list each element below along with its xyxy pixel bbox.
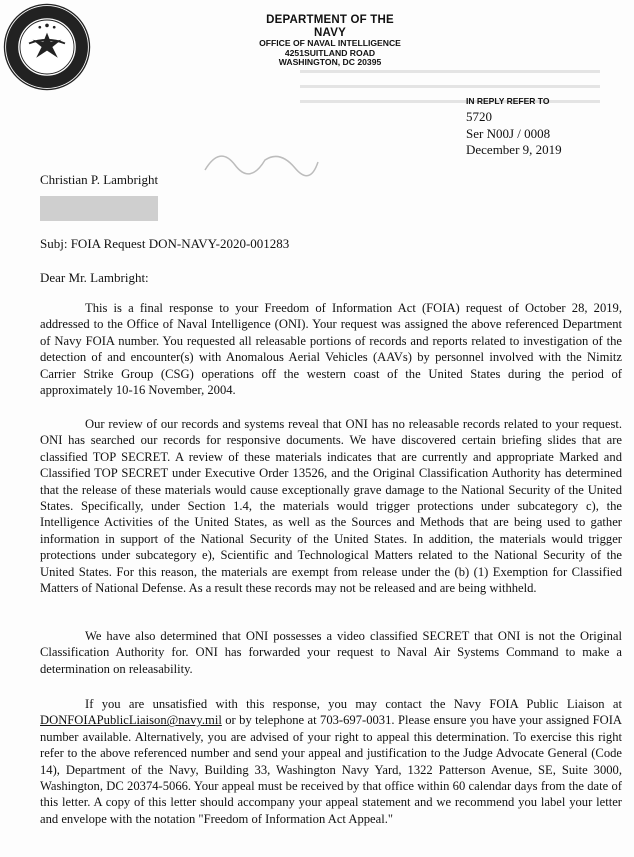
reply-label: IN REPLY REFER TO — [466, 96, 550, 106]
paragraph-4-rest: or by telephone at 703-697-0031. Please ensure you have your assigned FOIA number available. Alternatively, you are advised of your right to appeal this determination. To exercise this right refer to the above referenced number and send your appeal and justification to the Judge Advocate General (Code 14), Department of the Navy, Building 33, Washington Navy Yard, 1322 Patterson Avenue, SE, Suite 3000, Washington, DC 20374-5066. Your appeal must be received by that office within 60 calendar days from the date of this letter. A copy of this letter should accompany your appeal statement and we recommend you label your letter and envelope with the notation "Freedom of Information Act Appeal." — [40, 713, 622, 826]
letter-date: December 9, 2019 — [466, 142, 562, 158]
paragraph-2-text: Our review of our records and systems reveal that ONI has no releasable records related to your request. ONI has searched our records for responsive documents. We have discovered certain briefing slides that are classified TOP SECRET. A review of these materials indicates that are currently and appropriate Marked and Classified TOP SECRET under Executive Order 13526, and the Original Classification Authority has determined that the release of these materials would cause exceptionally grave damage to the National Security of the United States. Specifically, under Section 1.4, the materials would trigger protections under subcategory c), the Intelligence Activities of the United States, as well as the Sources and Methods that are being used to gather information in support of the National Security of the United States. In addition, the materials would trigger protections under subcategory e), Scientific and Technological Matters related to the National Security of the United States. For this reason, the materials are exempt from release under the (b) (1) Exemption for Classified Matters of National Defense. As a result these records may not be released and are being withheld. — [40, 417, 622, 596]
paragraph-4 — [40, 696, 622, 827]
faint-signature-mark — [200, 140, 320, 180]
foia-liaison-email-link[interactable]: DONFOIAPublicLiaison@navy.mil — [40, 713, 222, 728]
subject-line: Subj: FOIA Request DON-NAVY-2020-001283 — [40, 236, 290, 251]
office-name: OFFICE OF NAVAL INTELLIGENCE — [259, 38, 401, 49]
paragraph-1-text: This is a final response to your Freedom of Information Act (FOIA) request of October 28, 2019, addressed to the Office of Naval Intelligence (ONI). Your request was assigned the above referenced Department of Navy FOIA number. You requested all releasable portions of records and reports related to investigation of the detection of and encounter(s) with Anomalous Aerial Vehicles (AAVs) by personnel involved with the Nimitz Carrier Strike Group (CSG) operations off the western coast of the United States during the period of approximately 10-16 November, 2004. — [40, 301, 622, 398]
paragraph-1 — [40, 300, 622, 398]
paragraph-4-lead: If you are unsatisfied with this response, you may contact the Navy FOIA Public Liaison at — [85, 697, 622, 711]
salutation: Dear Mr. Lambright: — [40, 270, 149, 285]
city-address: WASHINGTON, DC 20395 — [278, 57, 382, 68]
reply-code: 5720 — [466, 108, 492, 124]
reply-serial: Ser N00J / 0008 — [466, 125, 551, 141]
paragraph-3 — [40, 628, 622, 677]
paragraph-3-text: We have also determined that ONI possesses a video classified SECRET that ONI is not the Original Classification Authority for. ONI has forwarded your request to Naval Air Systems Command to make a determination on releasability. — [40, 629, 622, 676]
department-name: DEPARTMENT OF THE NAVY — [266, 14, 394, 39]
redacted-address-box — [40, 196, 158, 221]
reply-reference-block — [466, 96, 626, 159]
street-address: 4251SUITLAND ROAD — [284, 47, 376, 58]
letterhead — [250, 14, 410, 68]
paragraph-2 — [40, 416, 622, 596]
addressee-name: Christian P. Lambright — [40, 172, 159, 187]
dod-seal-logo — [2, 2, 92, 92]
paragraph-4-text — [40, 696, 622, 827]
